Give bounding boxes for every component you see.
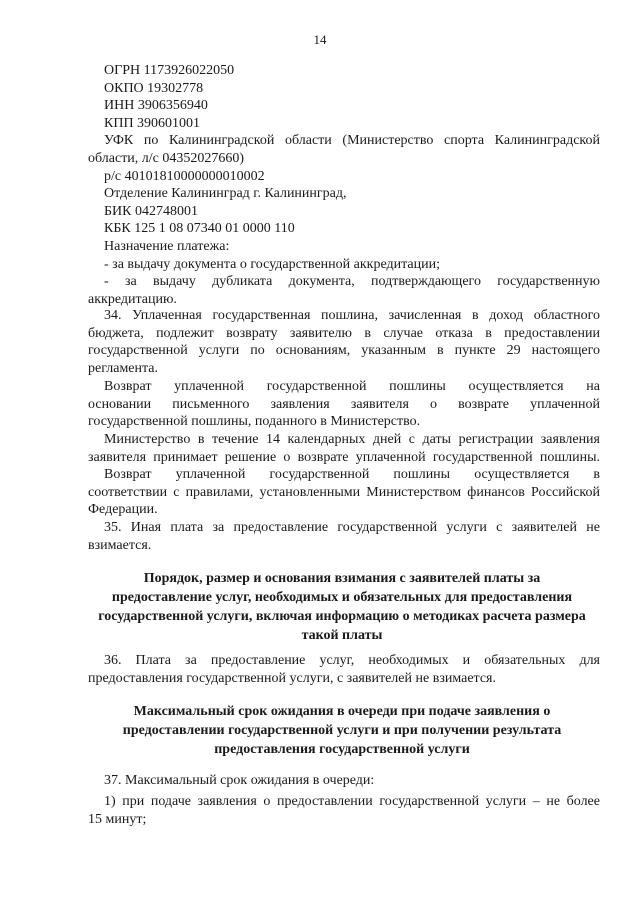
paragraph-35: 35. Иная плата за предоставление государственной услуги с заявителей не взимается. (88, 520, 600, 553)
ogrn-line: ОГРН 1173926022050 (104, 63, 235, 78)
paragraph-34: 34. Уплаченная государственная пошлина, зачисленная в доход областного бюджета, подлежит возврату заявителю в случае отказа в предоставлении государственной услуги по основаниям, указанным в пункте 29 настоящего регламента. (88, 308, 600, 376)
purpose-item-2: - за выдачу дубликата документа, подтверждающего государственную (104, 274, 600, 290)
paragraph-34-rules: Возврат уплаченной государственной пошлины осуществляется в соответствии с правилами, установленными Министерством финансов Российской Федерации. (88, 467, 600, 518)
ufk-line: УФК по Калининградской области (Министерство спорта Калининградской (104, 133, 600, 149)
purpose-item-2-cont: аккредитацию. (88, 291, 177, 307)
kbk-line: КБК 125 1 08 07340 01 0000 110 (104, 221, 295, 237)
paragraph-34-return: Возврат уплаченной государственной пошлины осуществляется на основании письменного заявления заявителя о возврате уплаченной государственной пошлины, поданного в Министерство. (88, 379, 600, 430)
paragraph-37-item-1: 1) при подаче заявления о предоставлении государственной услуги – не более 15 минут; (88, 794, 600, 827)
requisites-block (88, 62, 600, 308)
account-line: р/с 40101810000000010002 (104, 168, 265, 184)
purpose-item-1: - за выдачу документа о государственной аккредитации; (104, 256, 440, 272)
section-heading-queue: Максимальный срок ожидания в очереди при подаче заявления о предоставлении государственной услуги и при получении результата предоставления государственной услуги (122, 704, 562, 757)
okpo-line: ОКПО 19302778 (104, 80, 204, 96)
bik-line: БИК 042748001 (104, 203, 198, 219)
section-heading-fees: Порядок, размер и основания взимания с заявителей платы за предоставление услуг, необходимых и обязательных для предоставления государственной услуги, включая информацию о методиках расчета размера такой платы (98, 571, 586, 643)
paragraph-36: 36. Плата за предоставление услуг, необходимых и обязательных для предоставления государственной услуги, с заявителей не взимается. (88, 653, 600, 686)
bank-branch-line: Отделение Калининград г. Калининград, (104, 186, 347, 202)
paragraph-37: 37. Максимальный срок ожидания в очереди: (104, 773, 375, 788)
paragraph-34-ministry: Министерство в течение 14 календарных дней с даты регистрации заявления заявителя принимает решение о возврате уплаченной государственной пошлины. (88, 432, 600, 465)
page-number: 14 (313, 32, 327, 47)
kpp-line: КПП 390601001 (104, 115, 201, 131)
payment-purpose-label: Назначение платежа: (104, 238, 230, 254)
ufk-line-cont: области, л/с 04352027660) (88, 150, 245, 166)
inn-line: ИНН 3906356940 (104, 98, 208, 114)
